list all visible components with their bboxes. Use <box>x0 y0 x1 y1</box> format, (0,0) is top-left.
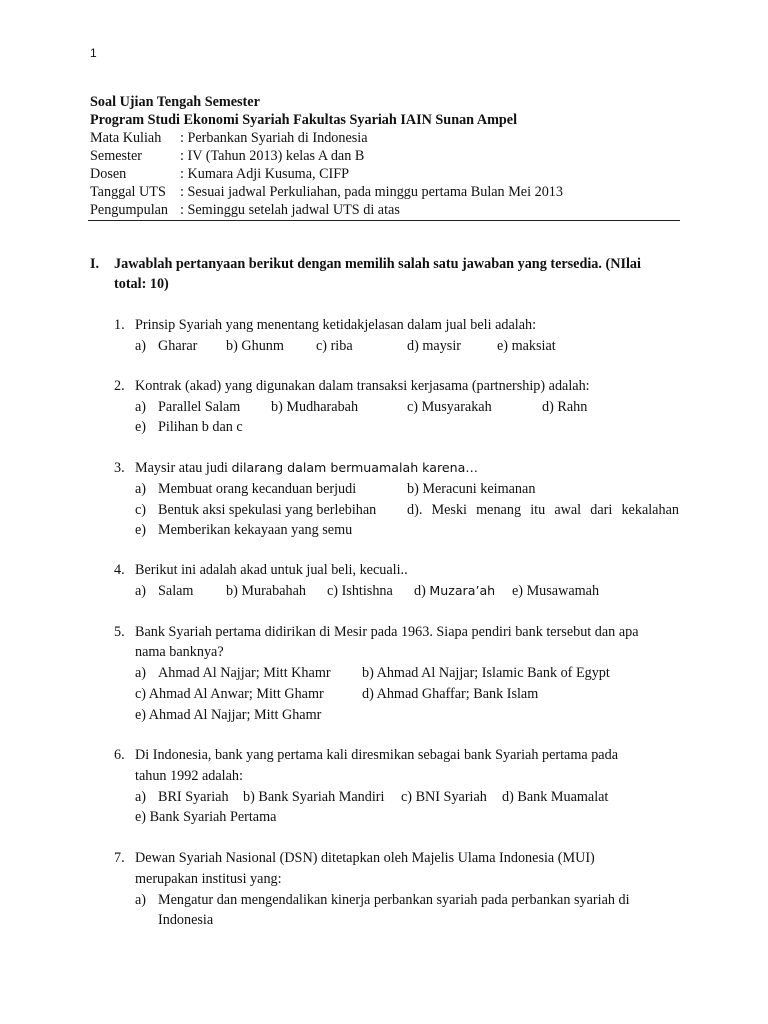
meta-value-semester: : IV (Tahun 2013) kelas A dan B <box>180 148 365 164</box>
question-text <box>135 460 478 477</box>
meta-label-course: Mata Kuliah <box>90 130 162 146</box>
option-d-marker: d) <box>414 583 430 599</box>
option-c: c) Ahmad Al Anwar; Mitt Ghamr <box>135 686 324 702</box>
option-a: BRI Syariah <box>158 789 229 805</box>
option-word: awal <box>554 502 582 518</box>
question-number: 3. <box>114 460 125 476</box>
meta-label-submission: Pengumpulan <box>90 202 169 218</box>
question-number: 1. <box>114 317 125 333</box>
section-numeral: I. <box>90 256 100 272</box>
option-c: c) Ishtishna <box>327 583 393 599</box>
option-a: Ahmad Al Najjar; Mitt Khamr <box>158 665 331 681</box>
option-c: c) riba <box>316 338 353 354</box>
option-d: d) Ahmad Ghaffar; Bank Islam <box>362 686 539 702</box>
question-text-line1: Di Indonesia, bank yang pertama kali diresmikan sebagai bank Syariah pertama pada <box>135 747 618 763</box>
option-e: e) maksiat <box>497 338 556 354</box>
question-text-line1: Bank Syariah pertama didirikan di Mesir pada 1963. Siapa pendiri bank tersebut dan apa <box>135 624 639 640</box>
option-b: b) Ghunm <box>226 338 284 354</box>
option-d: d) maysir <box>407 338 461 354</box>
option-a: Salam <box>158 583 194 599</box>
meta-label-lecturer: Dosen <box>90 166 127 182</box>
question-number: 5. <box>114 624 125 640</box>
option-word: kekalahan <box>621 502 679 518</box>
option-e: Pilihan b dan c <box>158 419 243 435</box>
option-marker: a) <box>135 583 147 599</box>
option-d: d) Rahn <box>542 399 588 415</box>
option-marker: a) <box>135 789 147 805</box>
section-instruction-line1: Jawablah pertanyaan berikut dengan memilih salah satu jawaban yang tersedia. (NIlai <box>114 256 641 272</box>
question-text-part1: Maysir atau judi <box>135 460 232 476</box>
option-a-line2: Indonesia <box>158 912 214 928</box>
question-number: 2. <box>114 378 125 394</box>
option-word: Meski <box>431 502 467 518</box>
option-c: Bentuk aksi spekulasi yang berlebihan <box>158 502 377 518</box>
option-e: Memberikan kekayaan yang semu <box>158 522 353 538</box>
page-number: 1 <box>90 46 97 60</box>
option-b: b) Ahmad Al Najjar; Islamic Bank of Egypt <box>362 665 610 681</box>
meta-value-submission: : Seminggu setelah jadwal UTS di atas <box>180 202 400 218</box>
option-marker: d). <box>407 502 423 518</box>
option-d <box>407 502 679 519</box>
option-marker: c) <box>135 502 147 518</box>
option-b: b) Murabahah <box>226 583 306 599</box>
option-e: e) Ahmad Al Najjar; Mitt Ghamr <box>135 707 322 723</box>
option-c: c) Musyarakah <box>407 399 492 415</box>
question-text-line2: merupakan institusi yang: <box>135 871 282 887</box>
option-b: b) Mudharabah <box>271 399 359 415</box>
question-text-part2: dilarang dalam bermuamalah karena… <box>231 460 478 475</box>
header-divider <box>88 220 680 221</box>
meta-value-course: : Perbankan Syariah di Indonesia <box>180 130 368 146</box>
option-e: e) Musawamah <box>512 583 600 599</box>
option-d <box>414 583 495 600</box>
option-d-text: Muzara’ah <box>429 583 496 598</box>
option-e: e) Bank Syariah Pertama <box>135 809 277 825</box>
meta-label-date: Tanggal UTS <box>90 184 166 200</box>
option-marker: e) <box>135 522 147 538</box>
meta-value-lecturer: : Kumara Adji Kusuma, CIFP <box>180 166 350 182</box>
option-word: dari <box>590 502 613 518</box>
option-marker: e) <box>135 419 147 435</box>
question-text-line1: Dewan Syariah Nasional (DSN) ditetapkan oleh Majelis Ulama Indonesia (MUI) <box>135 850 595 866</box>
program-title: Program Studi Ekonomi Syariah Fakultas Syariah IAIN Sunan Ampel <box>90 112 518 128</box>
option-marker: a) <box>135 665 147 681</box>
option-marker: a) <box>135 399 147 415</box>
exam-title: Soal Ujian Tengah Semester <box>90 94 260 110</box>
option-marker: a) <box>135 481 147 497</box>
option-a: Membuat orang kecanduan berjudi <box>158 481 357 497</box>
question-text: Kontrak (akad) yang digunakan dalam transaksi kerjasama (partnership) adalah: <box>135 378 590 394</box>
question-text-line2: tahun 1992 adalah: <box>135 768 243 784</box>
option-a-line1: Mengatur dan mengendalikan kinerja perbankan syariah pada perbankan syariah di <box>158 892 630 908</box>
question-number: 7. <box>114 850 125 866</box>
question-number: 4. <box>114 562 125 578</box>
option-c: c) BNI Syariah <box>401 789 487 805</box>
question-text: Berikut ini adalah akad untuk jual beli, kecuali.. <box>135 562 408 578</box>
option-a: Parallel Salam <box>158 399 241 415</box>
option-b: b) Meracuni keimanan <box>407 481 536 497</box>
option-a: Gharar <box>158 338 198 354</box>
question-text: Prinsip Syariah yang menentang ketidakjelasan dalam jual beli adalah: <box>135 317 537 333</box>
option-word: menang <box>476 502 522 518</box>
option-d: d) Bank Muamalat <box>502 789 609 805</box>
meta-value-date: : Sesuai jadwal Perkuliahan, pada minggu pertama Bulan Mei 2013 <box>180 184 563 200</box>
option-word: itu <box>530 502 546 518</box>
meta-label-semester: Semester <box>90 148 143 164</box>
question-text-line2: nama banknya? <box>135 644 224 660</box>
option-b: b) Bank Syariah Mandiri <box>243 789 385 805</box>
option-marker: a) <box>135 338 147 354</box>
section-instruction-line2: total: 10) <box>114 276 169 292</box>
question-number: 6. <box>114 747 125 763</box>
option-marker: a) <box>135 892 147 908</box>
